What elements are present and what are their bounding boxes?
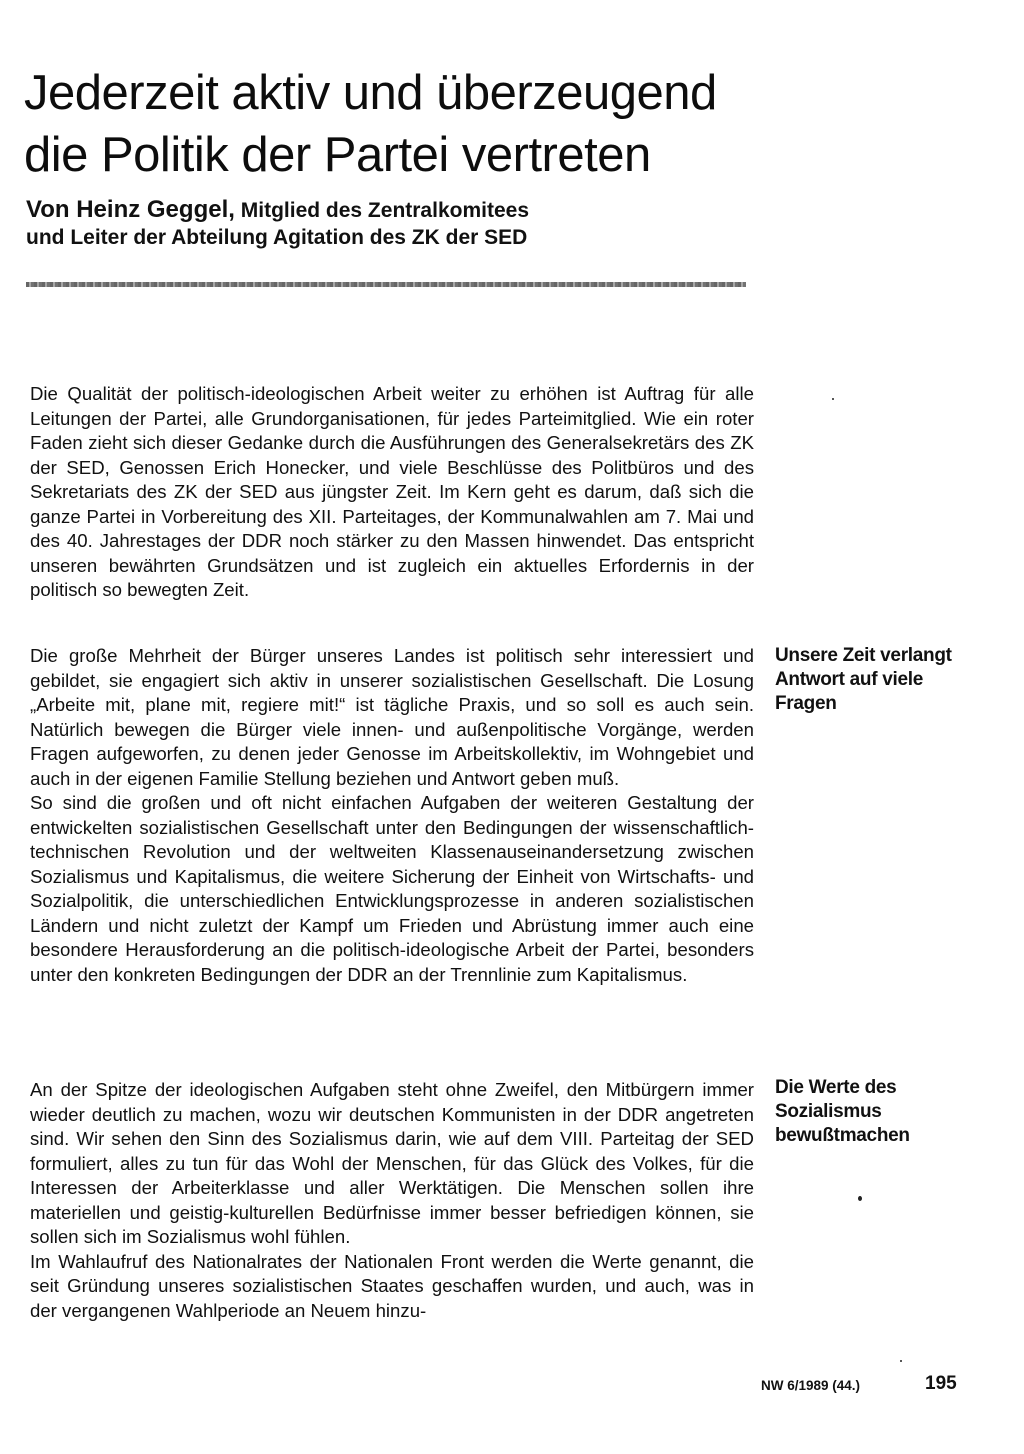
paragraph-5: Im Wahlaufruf des Nationalrates der Nationalen Front werden die Werte genannt, die seit Gründung unseres sozialistischen Staates geschaffen wurden, und auch, was in der vergangenen Wahlperiode an Neuem hinzu- xyxy=(30,1250,754,1321)
author-byline xyxy=(26,196,786,251)
print-speck xyxy=(900,1360,902,1362)
section-1 xyxy=(30,382,754,603)
paragraph-1: Die Qualität der politisch-ideologischen Arbeit weiter zu erhöhen ist Auftrag für alle Leitungen der Partei, alle Grundorganisationen, für jedes Parteimitglied. Wie ein roter Faden zieht sich dieser Gedanke durch die Ausführungen des Generalsekretärs des ZK der SED, Genossen Erich Honecker, und viele Beschlüsse des Politbüros und des Sekretariats des ZK der SED aus jüngster Zeit. Im Kern geht es darum, daß sich die ganze Partei in Vorbereitung des XII. Parteitages, der Kommunalwahlen am 7. Mai und des 40. Jahrestages der DDR noch stärker zu den Massen hinwendet. Das entspricht unseren bewährten Grundsätzen und ist zugleich ein aktuelles Erfordernis in der politisch so bewegten Zeit. xyxy=(30,383,754,600)
section-2 xyxy=(30,644,754,987)
paragraph-3: So sind die großen und oft nicht einfachen Aufgaben der weiteren Gestaltung der entwickelten sozialistischen Gesellschaft unter den Bedingungen der wissenschaftlich-technischen Revolution und der weltweiten Klassenauseinandersetzung zwischen Sozialismus und Kapitalismus, die weitere Sicherung der Einheit von Wirtschafts- und Sozialpolitik, die unterschiedlichen Entwicklungsprozesse in anderen sozialistischen Ländern und nicht zuletzt der Kampf um Frieden und Abrüstung immer auch eine besondere Herausforderung an die politisch-ideologische Arbeit der Partei, besonders unter den konkreten Bedingungen der DDR an der Trennlinie zum Kapitalismus. xyxy=(30,792,754,985)
title-line-2: die Politik der Partei vertreten xyxy=(24,128,651,182)
paragraph-2: Die große Mehrheit der Bürger unseres Landes ist politisch sehr interessiert und gebildet, sie engagiert sich aktiv in unserer sozialistischen Gesellschaft. Die Losung „Arbeite mit, plane mit, regiere mit!“ ist tägliche Praxis, und so soll es auch sein. Natürlich bewegen die Bürger viele innen- und außenpolitische Vorgänge, werden Fragen aufgeworfen, zu denen jeder Genosse im Arbeitskollektiv, im Wohngebiet und auch in der eigenen Familie Stellung beziehen und Antwort geben muß. xyxy=(30,645,754,789)
header-divider xyxy=(26,282,746,287)
margin-note-1: Unsere Zeit verlangt Antwort auf viele Fragen xyxy=(775,645,952,714)
page-number: 195 xyxy=(925,1373,957,1394)
author-name: Von Heinz Geggel, xyxy=(26,196,235,223)
author-role-line-1: Mitglied des Zentralkomitees xyxy=(234,199,529,222)
article-title xyxy=(24,62,884,186)
margin-note-2: Die Werte des Sozialismus bewußtmachen xyxy=(775,1077,910,1146)
issue-reference: NW 6/1989 (44.) xyxy=(761,1378,861,1393)
print-speck xyxy=(858,1196,862,1201)
section-3 xyxy=(30,1078,754,1323)
paragraph-4: An der Spitze der ideologischen Aufgaben steht ohne Zweifel, den Mitbürgern immer wieder deutlich zu machen, wozu wir deutschen Kommunisten in der DDR angetreten sind. Wir sehen den Sinn des Sozialismus darin, wie auf dem VIII. Parteitag der SED formuliert, alles zu tun für das Wohl der Menschen, für das Glück des Volkes, für die Interessen der Arbeiterklasse und aller Werktätigen. Die Menschen sollen ihre materiellen und geistig-kulturellen Bedürfnisse immer besser befriedigen können, sie sollen sich im Sozialismus wohl fühlen. xyxy=(30,1079,754,1247)
author-role-line-2: und Leiter der Abteilung Agitation des ZK der SED xyxy=(26,226,528,249)
title-line-1: Jederzeit aktiv und überzeugend xyxy=(24,66,717,120)
print-speck xyxy=(832,398,834,400)
